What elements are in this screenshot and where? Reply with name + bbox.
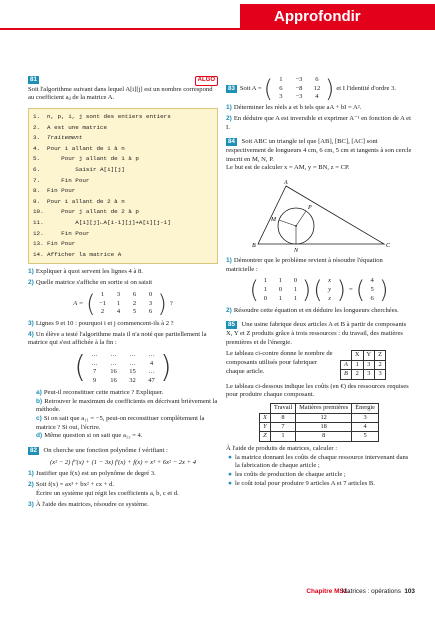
table-header-cell: Z bbox=[375, 351, 386, 360]
table2-text: Le tableau ci-dessous indique les coûts (en €) des ressources requises pour produire chaque composant. bbox=[226, 382, 409, 399]
algorithm-line: 11. A[i][j]←A[i-1][j]+A[i][j-1] bbox=[33, 219, 171, 227]
matrix-cell: … bbox=[110, 351, 117, 359]
matrix-cell: … bbox=[148, 351, 155, 359]
matrix-cell: 15 bbox=[129, 368, 136, 376]
algorithm-line: 13. Fin Pour bbox=[33, 240, 76, 248]
list-item: ● la matrice donnant les coûts de chaque ressource intervenant dans la fabrication de chaque article ; bbox=[228, 453, 409, 470]
matrix-cell: 9 bbox=[92, 377, 97, 385]
center-point bbox=[295, 225, 297, 227]
matrix-cell: 0 bbox=[278, 286, 283, 294]
matrix-A: A = ( 1 3 6 0 −1 1 2 3 2 4 5 6 ) ? bbox=[73, 289, 173, 318]
table-cell: 3 bbox=[363, 360, 375, 369]
matrix-cell: −8 bbox=[295, 84, 303, 92]
question-4a: a) Peut-il reconstituer cette matrice ? Expliquer. bbox=[36, 388, 164, 396]
matrix-cell: 4 bbox=[149, 359, 154, 367]
table-cell: Z bbox=[259, 432, 270, 441]
matrix-cell: z bbox=[328, 294, 331, 302]
table-header-cell: Énergie bbox=[352, 404, 379, 413]
table-row bbox=[259, 413, 378, 422]
table-header-cell: Travail bbox=[270, 404, 295, 413]
exercise-number: 83 bbox=[228, 85, 235, 93]
table-cell: 3 bbox=[375, 370, 386, 379]
matrix-cell: … bbox=[91, 351, 98, 359]
table-row bbox=[341, 370, 386, 379]
exercise-number: 81 bbox=[30, 76, 37, 83]
table-cell: 2 bbox=[375, 360, 386, 369]
algorithm-line: 10. Pour j allant de 2 à p bbox=[33, 208, 139, 216]
exercise-83: 83 Soit A = ( 1 −3 6 6 −8 12 3 −3 4 ) et I l'identité d'ordre 3. 1) Déterminer les réels a et b tels que aA + bI = A². 2) En déduire que A est inversible et exprimer A⁻¹ en fonction de A et I. bbox=[226, 75, 411, 131]
label-n: N bbox=[294, 248, 299, 255]
exercise-82 bbox=[28, 447, 218, 509]
table-row bbox=[259, 423, 378, 432]
question-1: 1) Justifier que f(x) est un polynôme de degré 3. bbox=[28, 470, 156, 478]
algorithm-line: 5. Pour j allant de 1 à p bbox=[33, 155, 139, 163]
matrix-cell: 2 bbox=[132, 299, 137, 307]
matrix-cell: 1 bbox=[293, 286, 298, 294]
matrix-cell: 1 bbox=[263, 286, 268, 294]
algorithm-line: 12. Fin Pour bbox=[33, 229, 90, 237]
algorithm-line: 3. Traitement bbox=[33, 134, 83, 142]
matrix-cell: 0 bbox=[263, 294, 268, 302]
matrix-cell: 1 bbox=[116, 299, 121, 307]
matrix-cell: 5 bbox=[370, 286, 374, 294]
matrix-cell: −3 bbox=[295, 76, 303, 83]
matrix-cell: 4 bbox=[315, 93, 319, 101]
label-p: P bbox=[308, 205, 312, 212]
exercise-intro: Une usine fabrique deux articles A et B à partir de composants X, Y et Z produits grâce à trois ressources : du travail, des matières premières et de l'énergie. bbox=[226, 321, 407, 346]
matrix-cell: 6 bbox=[315, 76, 319, 83]
matrix-cell: … bbox=[91, 359, 98, 367]
algorithm-line: 7. Fin Pour bbox=[33, 176, 90, 184]
matrix-cell: 1 bbox=[100, 290, 105, 298]
question-2-detail: Écrire un système qui régit les coefficients a, b, c et d. bbox=[36, 489, 179, 497]
table-cell: 4 bbox=[352, 423, 379, 432]
matrix-cell: 0 bbox=[293, 277, 298, 285]
radius-m bbox=[279, 220, 296, 226]
right-column bbox=[226, 76, 412, 488]
table1-text: Le tableau ci-contre donne le nombre de composants utilisés pour fabriquer chaque article. bbox=[226, 350, 333, 375]
question-2: 2) Résoudre cette équation et en déduire les longueurs cherchées. bbox=[226, 306, 399, 314]
exercise-intro: Soit ABC un triangle tel que [AB], [BC], [AC] sont respectivement de longueurs 4 cm, 6 cm, 5 cm et tangents à son cercle inscrit en M, N, P. bbox=[226, 138, 412, 163]
matrix-cell: 47 bbox=[148, 377, 155, 385]
label-a: A bbox=[284, 180, 288, 187]
exercise-intro-end: et I l'identité d'ordre 3. bbox=[336, 84, 397, 92]
footer-chapter: Chapitre MS1. bbox=[306, 588, 349, 595]
table-costs bbox=[259, 403, 379, 442]
matrix-equation: ( 1 1 0 1 0 1 0 1 1 ) ( x y z ) = ( 4 5 6 ) bbox=[249, 276, 389, 305]
algorithm-box bbox=[28, 108, 218, 264]
triangle-figure bbox=[244, 177, 394, 255]
matrix-cell: … bbox=[129, 359, 136, 367]
table-cell: 3 bbox=[363, 370, 375, 379]
algorithm-line: 1. n, p, i, j sont des entiers entiers bbox=[33, 113, 171, 121]
exercise-number: 84 bbox=[228, 138, 235, 146]
question-3: 3) Lignes 9 et 10 : pourquoi i et j commencent-ils à 2 ? bbox=[28, 319, 174, 327]
question-2: 2) Quelle matrice s'affiche en sortie si on saisit bbox=[28, 279, 153, 287]
matrix-cell: 16 bbox=[110, 377, 117, 385]
matrix-cell: −1 bbox=[99, 299, 107, 307]
table-cell: Y bbox=[259, 423, 270, 432]
table-cell: 1 bbox=[270, 432, 295, 441]
question-1: 1) Expliquer à quoi servent les lignes 4 à 8. bbox=[28, 268, 143, 276]
bullet-icon: ● bbox=[228, 471, 232, 479]
matrix-cell: 16 bbox=[110, 368, 117, 376]
question-1: 1) Déterminer les réels a et b tels que aA + bI = A². bbox=[226, 104, 362, 112]
bullet-icon: ● bbox=[228, 453, 232, 461]
table-header-cell: Matières premières bbox=[296, 404, 352, 413]
equation: (x² − 2) f″(x) + (1 − 3x) f′(x) + f(x) = x³ + 6x² − 2x + 4 bbox=[49, 458, 197, 466]
algorithm-line: 14. Afficher la matrice A bbox=[33, 250, 122, 258]
table-cell: 18 bbox=[296, 423, 352, 432]
header-rule bbox=[0, 28, 435, 30]
question-2: 2) En déduire que A est inversible et exprimer A⁻¹ en fonction de A et I. bbox=[226, 114, 411, 131]
question-4c: c) Si on sait que a₁₁ = −5, peut-on reconstituer complètement la matrice ? Si oui, l'écrire. bbox=[36, 414, 205, 431]
matrix-cell: 3 bbox=[148, 299, 153, 307]
list-item: ● les coûts de production de chaque article ; bbox=[228, 471, 346, 479]
section-title: Approfondir bbox=[240, 4, 435, 28]
exercise-85 bbox=[226, 321, 412, 488]
matrix-cell: 6 bbox=[279, 84, 283, 92]
exercise-81 bbox=[28, 76, 218, 441]
table-header-cell bbox=[259, 404, 270, 413]
question-3: 3) À l'aide des matrices, résoudre ce système. bbox=[28, 500, 149, 508]
table-header-cell: X bbox=[351, 351, 363, 360]
table-cell: 8 bbox=[296, 432, 352, 441]
question-intro: À l'aide de produits de matrices, calculer : bbox=[226, 444, 338, 452]
matrix-cell: 6 bbox=[370, 294, 374, 302]
matrix-cell: 6 bbox=[132, 290, 137, 298]
matrix-cell: 4 bbox=[370, 277, 374, 285]
matrix-partial: ( … … … … … … … 4 7 16 15 … 9 16 32 47 ) bbox=[74, 350, 172, 386]
matrix-cell: x bbox=[328, 277, 332, 285]
label-m: M bbox=[271, 217, 276, 224]
left-column bbox=[28, 76, 218, 509]
label-b: B bbox=[252, 243, 256, 250]
exercise-intro: Soit l'algorithme suivant dans lequel A[i][j] est un nombre correspond au coefficient aᵢⱼ de la matrice A. bbox=[28, 85, 213, 102]
bullet-icon: ● bbox=[228, 479, 232, 487]
matrix-cell: 5 bbox=[132, 308, 137, 316]
matrix-cell: 7 bbox=[92, 368, 97, 376]
matrix-cell: 4 bbox=[116, 308, 121, 316]
table-cell: 5 bbox=[352, 432, 379, 441]
matrix-cell: … bbox=[129, 351, 136, 359]
algorithm-line: 4. Pour i allant de 1 à n bbox=[33, 144, 125, 152]
matrix-cell: 6 bbox=[148, 308, 153, 316]
exercise-84 bbox=[226, 138, 412, 315]
table-cell: 2 bbox=[351, 370, 363, 379]
matrix-cell: y bbox=[328, 286, 332, 294]
triangle-abc bbox=[258, 186, 384, 244]
radius-p bbox=[296, 211, 306, 226]
matrix-cell: 12 bbox=[313, 84, 321, 92]
page-number: 103 bbox=[404, 588, 415, 595]
table-cell: A bbox=[341, 360, 352, 369]
algo-badge: ALGO bbox=[195, 76, 218, 86]
list-item: ● le coût total pour produire 9 articles A et 7 articles B. bbox=[228, 479, 375, 487]
question-4: 4) Un élève a testé l'algorithme mais il n'a noté que partiellement la matrice qui s'est affichée à la fin : bbox=[28, 330, 207, 347]
algorithm-line: 6. Saisir A[i][j] bbox=[33, 166, 125, 174]
algorithm-line: 2. A est une matrice bbox=[33, 123, 108, 131]
matrix-cell: … bbox=[110, 359, 117, 367]
matrix-cell: −3 bbox=[295, 93, 303, 101]
table-header-cell: Y bbox=[363, 351, 375, 360]
matrix-cell: 2 bbox=[100, 308, 105, 316]
exercise-intro: Soit A = bbox=[239, 84, 262, 92]
table-components bbox=[340, 350, 386, 379]
exercise-goal: Le but est de calculer x = AM, y = BN, z = CP. bbox=[226, 164, 350, 172]
matrix-cell: 1 bbox=[278, 277, 283, 285]
table-cell: 1 bbox=[351, 360, 363, 369]
exercise-intro: On cherche une fonction polynôme f vérifiant : bbox=[43, 447, 168, 455]
question-2: 2) Soit f(x) = ax³ + bx² + cx + d. bbox=[28, 481, 115, 489]
table-cell: X bbox=[259, 413, 270, 422]
label-c: C bbox=[386, 243, 391, 250]
exercise-number: 85 bbox=[228, 321, 235, 329]
matrix-cell: 0 bbox=[148, 290, 153, 298]
question-1: 1) Démontrer que le problème revient à résoudre l'équation matricielle : bbox=[226, 257, 383, 273]
matrix-cell: 1 bbox=[263, 277, 268, 285]
matrix-cell: 1 bbox=[279, 76, 283, 83]
footer-title: Matrices : opérations bbox=[341, 588, 401, 595]
exercise-number: 82 bbox=[30, 447, 37, 455]
table-cell: 7 bbox=[270, 423, 295, 432]
table-row bbox=[341, 360, 386, 369]
matrix-cell: 3 bbox=[279, 93, 283, 101]
matrix-cell: … bbox=[148, 368, 155, 376]
matrix-cell: 1 bbox=[278, 294, 283, 302]
algorithm-line: 9. Pour i allant de 2 à n bbox=[33, 197, 125, 205]
table-cell: 8 bbox=[270, 413, 295, 422]
table-row bbox=[259, 432, 378, 441]
algorithm-line: 8. Fin Pour bbox=[33, 187, 76, 195]
table-cell: 12 bbox=[296, 413, 352, 422]
matrix-cell: 1 bbox=[293, 294, 298, 302]
question-4d: d) Même question si on sait que a₁₂ = 4. bbox=[36, 432, 143, 440]
table-cell: B bbox=[341, 370, 352, 379]
question-4b: b) Retrouver le maximum de coefficients en décrivant brièvement la méthode. bbox=[36, 397, 218, 414]
table-header-cell bbox=[341, 351, 352, 360]
header-bar bbox=[0, 0, 435, 34]
matrix-cell: 3 bbox=[116, 290, 121, 298]
matrix-cell: 32 bbox=[129, 377, 136, 385]
table-cell: 3 bbox=[352, 413, 379, 422]
